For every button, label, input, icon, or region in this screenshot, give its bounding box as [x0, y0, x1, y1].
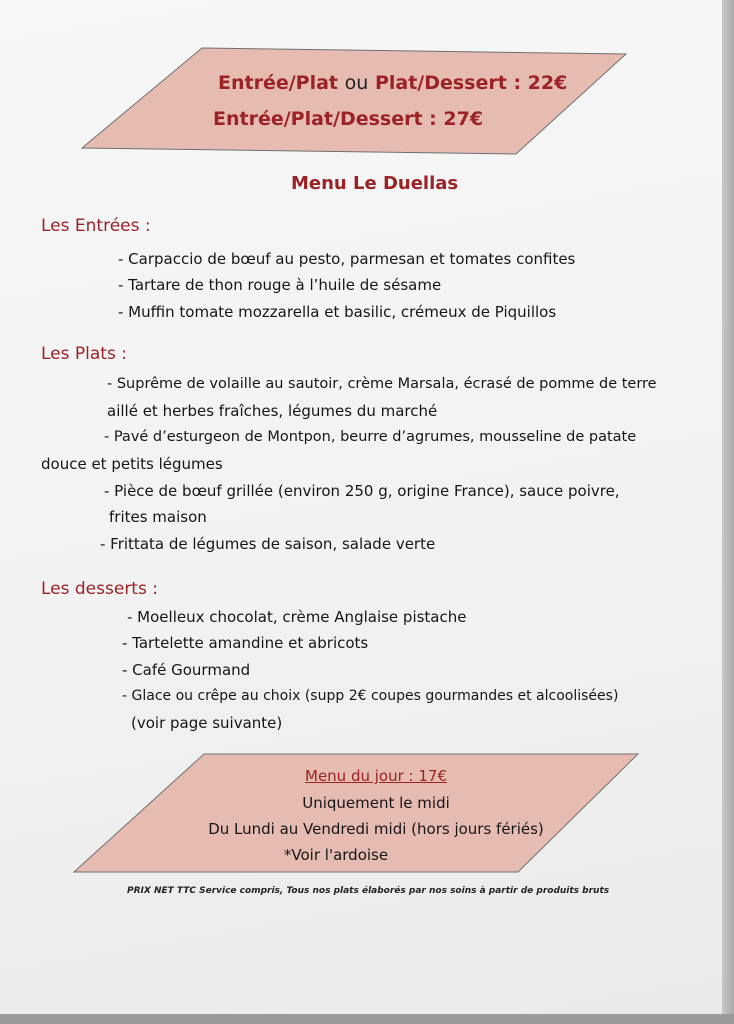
plat-line: - Frittata de légumes de saison, salade verte	[100, 535, 436, 553]
dessert-line: (voir page suivante)	[131, 714, 283, 732]
section-heading-plats: Les Plats :	[41, 344, 127, 364]
dessert-line: - Café Gourmand	[122, 661, 251, 679]
menu-title: Menu Le Duellas	[291, 173, 459, 194]
section-heading-desserts: Les desserts :	[41, 579, 158, 599]
dessert-line: - Moelleux chocolat, crème Anglaise pistache	[127, 608, 467, 626]
entree-item: - Carpaccio de bœuf au pesto, parmesan et tomates confites	[118, 250, 576, 268]
plat-line: - Suprême de volaille au sautoir, crème Marsala, écrasé de pomme de terre	[107, 376, 657, 392]
dessert-line: - Glace ou crêpe au choix (supp 2€ coupes gourmandes et alcoolisées)	[122, 688, 619, 704]
page-edge	[722, 0, 734, 1024]
menu-du-jour-line: *Voir l'ardoise	[283, 846, 389, 864]
plat-line: - Pièce de bœuf grillée (environ 250 g, origine France), sauce poivre,	[104, 482, 620, 500]
plat-line: aillé et herbes fraîches, légumes du marché	[107, 402, 438, 420]
plat-line: douce et petits légumes	[41, 455, 223, 473]
menu-du-jour-title: Menu du jour : 17€	[305, 767, 447, 785]
price-line-1-part1: Entrée/Plat	[218, 72, 339, 94]
entree-item: - Muffin tomate mozzarella et basilic, crémeux de Piquillos	[118, 303, 557, 321]
price-line-1-separator: ou	[344, 72, 369, 94]
section-heading-entrees: Les Entrées :	[41, 216, 151, 236]
plat-line: - Pavé d’esturgeon de Montpon, beurre d’agrumes, mousseline de patate	[104, 429, 637, 445]
dessert-line: - Tartelette amandine et abricots	[122, 634, 369, 652]
price-banner	[78, 44, 630, 158]
price-line-2: Entrée/Plat/Dessert : 27€	[213, 108, 484, 130]
footer-note: PRIX NET TTC Service compris, Tous nos plats élaborés par nos soins à partir de produits bruts	[127, 886, 610, 896]
entree-item: - Tartare de thon rouge à l’huile de sésame	[118, 276, 442, 294]
menu-du-jour-line: Uniquement le midi	[302, 794, 450, 812]
plat-line: frites maison	[109, 508, 207, 526]
price-line-1	[218, 72, 567, 94]
price-line-1-part2: Plat/Dessert : 22€	[374, 72, 568, 94]
table-surface	[0, 1014, 734, 1024]
menu-du-jour-line: Du Lundi au Vendredi midi (hors jours fériés)	[208, 820, 544, 838]
